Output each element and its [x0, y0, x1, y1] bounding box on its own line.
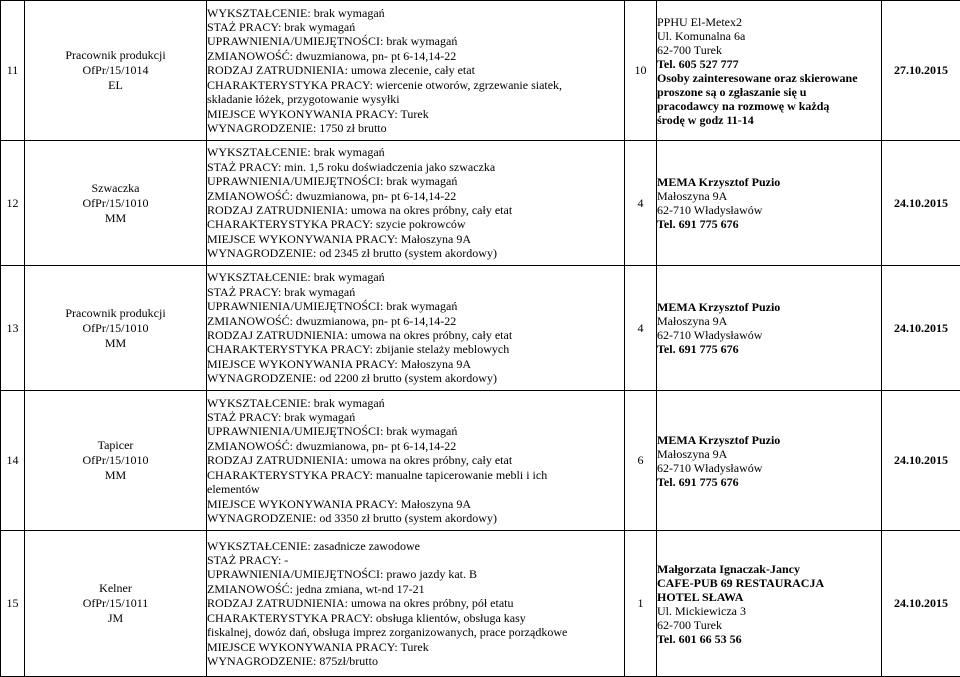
description-line: MIEJSCE WYKONYWANIA PRACY: Turek	[207, 640, 624, 654]
employer-line: HOTEL SŁAWA	[657, 590, 881, 604]
employer-line: MEMA Krzysztof Puzio	[657, 175, 881, 189]
table-row	[1, 1, 960, 141]
vacancy-count: 1	[625, 531, 657, 677]
employer-line: Tel. 601 66 53 56	[657, 632, 881, 646]
employer-line: 62-710 Władysławów	[657, 328, 881, 342]
position-title: Kelner	[25, 581, 206, 596]
description-line: UPRAWNIENIA/UMIEJĘTNOŚCI: brak wymagań	[207, 34, 624, 48]
employer-line: Ul. Mickiewicza 3	[657, 604, 881, 618]
table-row	[1, 266, 960, 391]
description-line: CHARAKTERYSTYKA PRACY: manualne tapicerowanie mebli i ich	[207, 468, 624, 482]
offer-reference: OfPr/15/1010	[25, 453, 206, 468]
employer-line: pracodawcy na rozmowę w każdą	[657, 99, 881, 113]
row-number: 14	[1, 391, 25, 531]
description-line: ZMIANOWOŚĆ: dwuzmianowa, pn- pt 6-14,14-22	[207, 314, 624, 328]
employer-line: CAFE-PUB 69 RESTAURACJA	[657, 576, 881, 590]
employer-line: Osoby zainteresowane oraz skierowane	[657, 71, 881, 85]
row-number: 11	[1, 1, 25, 141]
employer-line: Małoszyna 9A	[657, 189, 881, 203]
offer-description	[207, 141, 625, 266]
employer-line: MEMA Krzysztof Puzio	[657, 433, 881, 447]
offer-date: 24.10.2015	[882, 531, 960, 677]
offer-date: 24.10.2015	[882, 141, 960, 266]
advisor-initials: JM	[25, 611, 206, 626]
description-line: RODZAJ ZATRUDNIENIA: umowa na okres próbny, cały etat	[207, 453, 624, 467]
description-line: RODZAJ ZATRUDNIENIA: umowa na okres próbny, cały etat	[207, 328, 624, 342]
employer-line: Tel. 691 775 676	[657, 475, 881, 489]
description-line: ZMIANOWOŚĆ: dwuzmianowa, pn- pt 6-14,14-22	[207, 189, 624, 203]
vacancy-count: 4	[625, 266, 657, 391]
offer-description	[207, 391, 625, 531]
description-line: WYNAGRODZENIE: od 2345 zł brutto (system akordowy)	[207, 246, 624, 260]
description-line: STAŻ PRACY: brak wymagań	[207, 410, 624, 424]
position-cell	[25, 266, 207, 391]
offer-date: 27.10.2015	[882, 1, 960, 141]
description-line: UPRAWNIENIA/UMIEJĘTNOŚCI: brak wymagań	[207, 299, 624, 313]
description-line: UPRAWNIENIA/UMIEJĘTNOŚCI: brak wymagań	[207, 424, 624, 438]
employer-cell	[657, 391, 882, 531]
row-number: 12	[1, 141, 25, 266]
employer-cell	[657, 1, 882, 141]
employer-line: 62-700 Turek	[657, 43, 881, 57]
offer-description	[207, 266, 625, 391]
description-line: STAŻ PRACY: brak wymagań	[207, 20, 624, 34]
vacancy-count: 10	[625, 1, 657, 141]
description-line: STAŻ PRACY: -	[207, 553, 624, 567]
description-line: MIEJSCE WYKONYWANIA PRACY: Małoszyna 9A	[207, 357, 624, 371]
row-number: 15	[1, 531, 25, 677]
table-row	[1, 391, 960, 531]
employer-line: 62-700 Turek	[657, 618, 881, 632]
description-line: CHARAKTERYSTYKA PRACY: szycie pokrowców	[207, 217, 624, 231]
description-line: WYKSZTAŁCENIE: brak wymagań	[207, 396, 624, 410]
description-line: STAŻ PRACY: brak wymagań	[207, 285, 624, 299]
description-line: UPRAWNIENIA/UMIEJĘTNOŚCI: brak wymagań	[207, 174, 624, 188]
description-line: ZMIANOWOŚĆ: jedna zmiana, wt-nd 17-21	[207, 582, 624, 596]
offer-reference: OfPr/15/1011	[25, 596, 206, 611]
employer-line: MEMA Krzysztof Puzio	[657, 300, 881, 314]
table-row	[1, 531, 960, 677]
position-title: Pracownik produkcji	[25, 48, 206, 63]
position-cell	[25, 391, 207, 531]
description-line: ZMIANOWOŚĆ: dwuzmianowa, pn- pt 6-14,14-22	[207, 49, 624, 63]
description-line: fiskalnej, dowóz dań, obsługa imprez zorganizowanych, prace porządkowe	[207, 625, 624, 639]
description-line: RODZAJ ZATRUDNIENIA: umowa zlecenie, cały etat	[207, 63, 624, 77]
description-line: WYKSZTAŁCENIE: brak wymagań	[207, 145, 624, 159]
description-line: UPRAWNIENIA/UMIEJĘTNOŚCI: prawo jazdy kat. B	[207, 567, 624, 581]
employer-line: proszone są o zgłaszanie się u	[657, 85, 881, 99]
offer-description	[207, 1, 625, 141]
vacancy-count: 4	[625, 141, 657, 266]
row-number: 13	[1, 266, 25, 391]
employer-line: Małgorzata Ignaczak-Jancy	[657, 562, 881, 576]
employer-line: 62-710 Władysławów	[657, 461, 881, 475]
offer-reference: OfPr/15/1014	[25, 63, 206, 78]
description-line: WYKSZTAŁCENIE: brak wymagań	[207, 6, 624, 20]
employer-cell	[657, 141, 882, 266]
employer-line: Małoszyna 9A	[657, 447, 881, 461]
employer-line: Małoszyna 9A	[657, 314, 881, 328]
description-line: składanie łóżek, przygotowanie wysyłki	[207, 92, 624, 106]
position-title: Szwaczka	[25, 181, 206, 196]
offer-date: 24.10.2015	[882, 391, 960, 531]
employer-line: Tel. 605 527 777	[657, 57, 881, 71]
description-line: ZMIANOWOŚĆ: dwuzmianowa, pn- pt 6-14,14-22	[207, 439, 624, 453]
advisor-initials: MM	[25, 336, 206, 351]
advisor-initials: MM	[25, 468, 206, 483]
description-line: CHARAKTERYSTYKA PRACY: wiercenie otworów, zgrzewanie siatek,	[207, 78, 624, 92]
employer-line: 62-710 Władysławów	[657, 203, 881, 217]
offer-description	[207, 531, 625, 677]
description-line: WYNAGRODZENIE: od 3350 zł brutto (system akordowy)	[207, 511, 624, 525]
description-line: WYNAGRODZENIE: od 2200 zł brutto (system akordowy)	[207, 371, 624, 385]
description-line: CHARAKTERYSTYKA PRACY: obsługa klientów, obsługa kasy	[207, 611, 624, 625]
description-line: WYNAGRODZENIE: 875zł/brutto	[207, 654, 624, 668]
offer-reference: OfPr/15/1010	[25, 196, 206, 211]
description-line: STAŻ PRACY: min. 1,5 roku doświadczenia jako szwaczka	[207, 160, 624, 174]
position-cell	[25, 531, 207, 677]
description-line: RODZAJ ZATRUDNIENIA: umowa na okres próbny, pół etatu	[207, 596, 624, 610]
employer-line: Tel. 691 775 676	[657, 342, 881, 356]
employer-line: PPHU El-Metex2	[657, 15, 881, 29]
position-cell	[25, 141, 207, 266]
employer-line: Ul. Komunalna 6a	[657, 29, 881, 43]
description-line: MIEJSCE WYKONYWANIA PRACY: Turek	[207, 107, 624, 121]
employer-cell	[657, 266, 882, 391]
description-line: WYKSZTAŁCENIE: brak wymagań	[207, 270, 624, 284]
description-line: RODZAJ ZATRUDNIENIA: umowa na okres próbny, cały etat	[207, 203, 624, 217]
advisor-initials: MM	[25, 211, 206, 226]
offer-date: 24.10.2015	[882, 266, 960, 391]
description-line: MIEJSCE WYKONYWANIA PRACY: Małoszyna 9A	[207, 497, 624, 511]
employer-cell	[657, 531, 882, 677]
description-line: WYKSZTAŁCENIE: zasadnicze zawodowe	[207, 539, 624, 553]
description-line: WYNAGRODZENIE: 1750 zł brutto	[207, 121, 624, 135]
description-line: elementów	[207, 482, 624, 496]
advisor-initials: EL	[25, 78, 206, 93]
employer-line: środę w godz 11-14	[657, 113, 881, 127]
position-title: Tapicer	[25, 438, 206, 453]
position-title: Pracownik produkcji	[25, 306, 206, 321]
employer-line: Tel. 691 775 676	[657, 217, 881, 231]
description-line: MIEJSCE WYKONYWANIA PRACY: Małoszyna 9A	[207, 232, 624, 246]
table-row	[1, 141, 960, 266]
offer-reference: OfPr/15/1010	[25, 321, 206, 336]
vacancy-count: 6	[625, 391, 657, 531]
description-line: CHARAKTERYSTYKA PRACY: zbijanie stelaży meblowych	[207, 342, 624, 356]
position-cell	[25, 1, 207, 141]
